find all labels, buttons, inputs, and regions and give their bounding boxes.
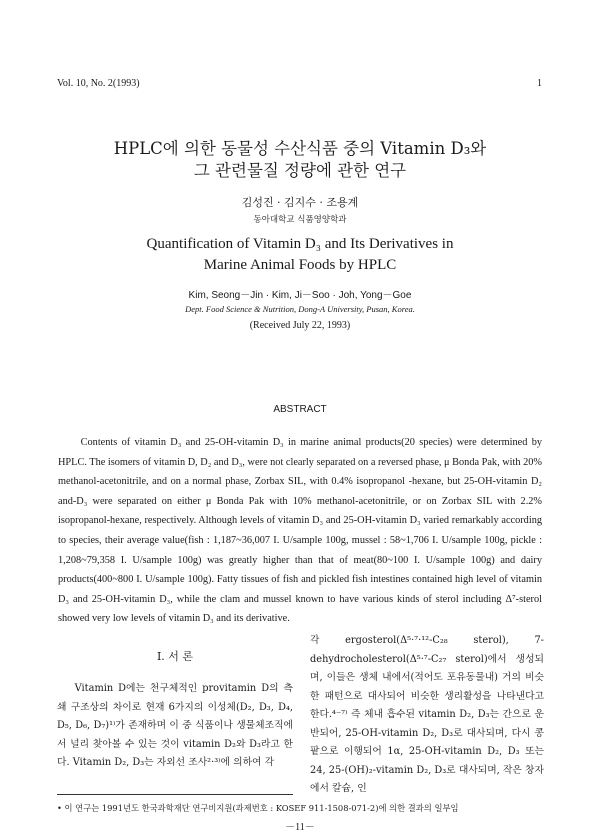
english-authors: Kim, Seong－Jin · Kim, Ji－Soo · Joh, Yong－Goe [188,290,412,301]
funding-footnote: • 이 연구는 1991년도 한국과학재단 연구비지원(과제번호 : KOSEF 911-1508-071-2)에 의한 결과의 일부임 [57,803,459,813]
english-title-line-2: Marine Animal Foods by HPLC [203,257,397,273]
received-date: (Received July 22, 1993) [249,320,351,331]
korean-title-line-2: 그 관련물질 정량에 관한 연구 [193,161,407,180]
journal-volume: Vol. 10, No. 2(1993) [57,78,140,89]
section-heading-introduction: I. 서 론 [156,650,194,663]
abstract-text: Contents of vitamin D₃ and 25-OH-vitamin D₃ in marine animal products(20 species) were determined by HPLC. The isomers of vitamin D, D₂ and D₃, were not clearly separated on a reversed phase, μ Bonda Pak, with 20% methanol-acetonitrile, and on a normal phase, Zorbax SIL, with 0.4% isopropanol -hexane, but 25-OH-vitamin D₂ and-D₃ were separated on either μ Bonda Pak with 10% methanol-acetonitrile, or on Zorbax SIL with 2.2% isopropanol-hexane, respectively. Although levels of vitamin D₃ and 25-OH-vitamin D₃ varied remarkably according to species, their average value(fish : 1,187~36,007 I. U/sample 100g, mussel : 58~1,706 I. U/sample 100g, pickle : 1,208~79,358 I. U/sample 100g) was greatly higher than that of meat(80~100 I. U/sample 100g) and dairy products(400~800 I. U/sample 100g). Fatty tissues of fish and pickled fish intestines contained high level of vitamin D₃ and 25-OH-vitamin D₃, while the clam and mussel known to have various kinds of sterol including Δ⁷-sterol showed very low levels of vitamin D₃ and its derivative. [58,437,542,625]
korean-affiliation: 동아대학교 식품영양학과 [253,215,347,225]
page-footer-number: －11－ [285,822,315,833]
english-affiliation: Dept. Food Science & Nutrition, Dong-A University, Pusan, Korea. [185,304,415,314]
page-number-top: 1 [537,78,542,89]
abstract-heading: ABSTRACT [273,404,327,415]
korean-authors: 김성진 · 김지수 · 조용계 [241,196,359,209]
korean-title-line-1: HPLC에 의한 동물성 수산식품 중의 Vitamin D₃와 [113,139,487,158]
english-title-line-1: Quantification of Vitamin D₃ and Its Derivatives in [146,236,454,252]
footnote-divider [57,794,293,795]
intro-right-column: 각 ergosterol(Δ⁵·⁷·¹²-C₂₈ sterol), 7-dehydrocholesterol(Δ⁵·⁷-C₂₇ sterol)에서 생성되며, 이들은 생체 내에서(적어도 포유동물내) 거의 비슷한 패턴으로 대사되어 비슷한 생리활성을 나타낸다고 한다.⁴⁻⁷⁾ 즉 체내 흡수된 vitamin D₂, D₃는 간으로 운반되어, 25-OH-vitamin D₂, D₃로 대사되며, 다시 콩팥으로 이행되어 1α, 25-OH-vitamin D₂, D₃ 또는 24, 25-(OH)₂-vitamin D₂, D₃로 대사되며, 작은 창자에서 칼슘, 인 [310,635,544,794]
intro-left-column: Vitamin D에는 천구체적인 provitamin D의 측쇄 구조상의 차이로 현재 6가지의 이성체(D₂, D₃, D₄, D₅, D₆, D₇)¹⁾가 존재하며 이 중 식품이나 생물체조직에서 널리 찾아볼 수 있는 것이 vitamin D₂와 D₃라고 한다. Vitamin D₂, D₃는 자외선 조사²·³⁾에 의하여 각 [57,683,293,768]
